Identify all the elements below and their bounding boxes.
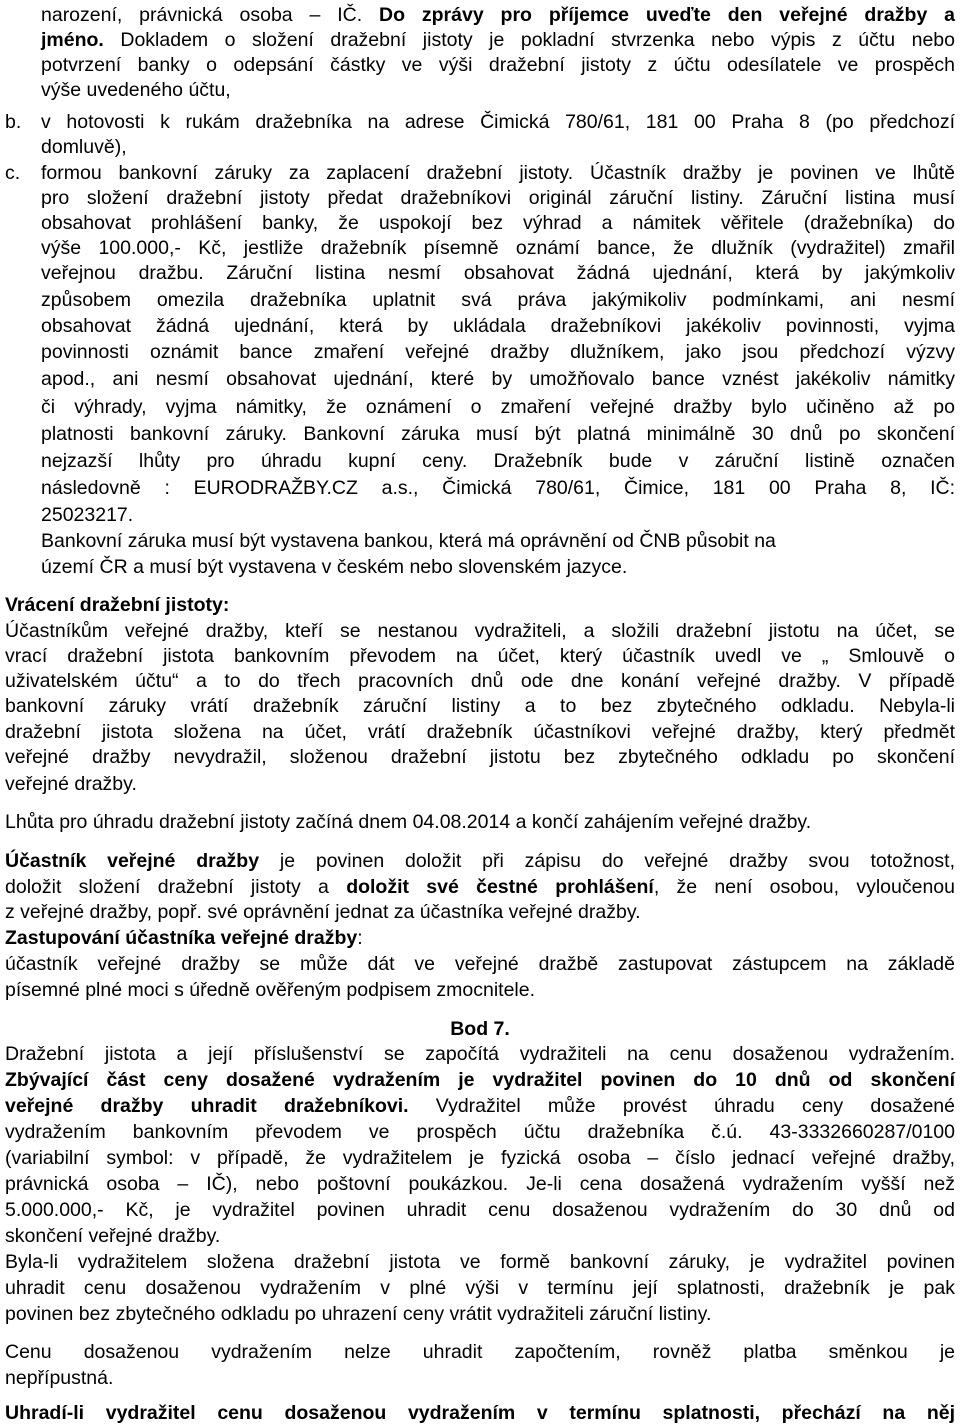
ucastnik-line-3: z veřejné dražby, popř. své oprávnění jednat za účastníka veřejné dražby. — [5, 901, 641, 923]
zastupovani-line-1: účastník veřejné dražby se může dát ve veřejné dražbě zastupovat zástupcem na základě — [5, 953, 955, 975]
item-a-line-1 — [41, 3, 955, 28]
bod7-p2-line-5: právnická osoba – IČ), nebo poštovní poukázkou. Je-li cena dosažená vydražením vyšší než — [5, 1173, 955, 1195]
zastupovani-line-2: písemné plné moci s úředně ověřeným podpisem zmocnitele. — [5, 979, 536, 1001]
bod7-text: Vydražitel může provést úhradu ceny dosažené — [408, 1095, 955, 1117]
item-c-line-1: formou bankovní záruky za zaplacení dražební jistoty. Účastník dražby je povinen ve lhůtě — [41, 162, 955, 184]
item-c-line-16: území ČR a musí být vystavena v českém nebo slovenském jazyce. — [41, 556, 628, 578]
ucastnik-line-2 — [5, 875, 955, 900]
bod7-p2-line-7: skončení veřejné dražby. — [5, 1225, 221, 1247]
item-c-line-13: následovně : EURODRAŽBY.CZ a.s., Čimická 780/61, Čimice, 181 00 Praha 8, IČ: — [41, 477, 955, 499]
item-c-line-8: povinnosti oznámit bance zmaření veřejné dražby dlužníkem, jako jsou předchozí výzvy — [41, 341, 955, 363]
item-c-line-11: platnosti bankovní záruky. Bankovní záruka musí být platná minimálně 30 dnů po skončení — [41, 423, 955, 445]
zastupovani-heading-colon: : — [357, 927, 363, 949]
item-a-bold-text: jméno. — [41, 29, 104, 51]
ucastnik-text: je povinen doložit při zápisu do veřejné dražby svou totožnost, — [259, 850, 955, 872]
item-c-line-10: či výhrady, vyjma námitky, že oznámení o zmaření veřejné dražby bylo učiněno až po — [41, 396, 955, 418]
ucastnik-text: , že není osobou, vyloučenou — [653, 876, 955, 898]
bod7-p2-line-1 — [5, 1068, 955, 1093]
item-c-line-14: 25023217. — [41, 504, 134, 526]
ucastnik-bold-text: doložit své čestné prohlášení — [346, 876, 654, 898]
vraceni-line-3: uživatelském účtu“ a to do třech pracovních dnů ode dne konání veřejné dražby. V případě — [5, 670, 955, 692]
vraceni-line-7: veřejné dražby. — [5, 773, 137, 795]
ucastnik-bold-text: Účastník veřejné dražby — [5, 850, 260, 872]
item-b-marker: b. — [5, 111, 22, 133]
item-c-line-12: nejzazší lhůty pro úhradu kupní ceny. Dražebník bude v záruční listině označen — [41, 450, 955, 472]
item-c-line-4: výše 100.000,- Kč, jestliže dražebník písemně oznámí bance, že dlužník (vydražitel) zmařil — [41, 237, 955, 259]
bod7-p3-line-3: povinen bez zbytečného odkladu po uhrazení ceny vrátit vydražiteli záruční listiny. — [5, 1303, 712, 1325]
vraceni-heading-text: Vrácení dražební jistoty: — [5, 594, 230, 616]
vraceni-line-2: vrací dražební jistota bankovním převodem na účet, který účastník uvedl ve „ Smlouvě o — [5, 645, 955, 667]
vraceni-line-5: dražební jistota složena na účet, vrátí dražebník účastníkovi veřejné dražby, který předmět — [5, 721, 955, 743]
item-c-line-3: obsahovat prohlášení banky, že uspokojí bez výhrad a námitek věřitele (dražebníka) do — [41, 212, 955, 234]
vraceni-line-1: Účastníkům veřejné dražby, kteří se nestanou vydražiteli, a složili dražební jistotu na účet, se — [5, 620, 955, 642]
item-a-line-3: potvrzení banky o odepsání částky ve výši dražební jistoty z účtu odesílatele ve prospěch — [41, 54, 955, 76]
bod7-heading-text: Bod 7. — [450, 1018, 510, 1040]
item-a-line-4: výše uvedeného účtu, — [41, 79, 231, 101]
item-b-line-1: v hotovosti k rukám dražebníka na adrese Čimická 780/61, 181 00 Praha 8 (po předchozí — [41, 111, 955, 133]
bod7-p4-line-2: nepřípustná. — [5, 1367, 114, 1389]
bod7-bold-text: Zbývající část ceny dosažené vydražením je vydražitel povinen do 10 dnů od skončení — [5, 1069, 955, 1091]
ucastnik-line-1 — [5, 849, 955, 874]
item-a-bold-text: Do zprávy pro příjemce uveďte den veřejné dražby a — [379, 4, 955, 26]
bod7-p2-line-2 — [5, 1094, 955, 1119]
item-c-line-7: obsahovat žádná ujednání, která by ukládala dražebníkovi jakékoliv povinnosti, vyjma — [41, 315, 955, 337]
vraceni-heading — [5, 593, 955, 618]
bod7-p4-line-1: Cenu dosaženou vydražením nelze uhradit započtením, rovněž platba směnkou je — [5, 1341, 955, 1363]
item-a-text: Dokladem o složení dražební jistoty je pokladní stvrzenka nebo výpis z účtu nebo — [103, 29, 955, 51]
item-a-text: narození, právnická osoba – IČ. — [41, 4, 380, 26]
bod7-p3-line-2: uhradit cenu dosaženou vydražením v plné výši v termínu její splatnosti, dražebník je pak — [5, 1277, 955, 1299]
lhuta-paragraph: Lhůta pro úhradu dražební jistoty začíná dnem 04.08.2014 a končí zahájením veřejné dražby. — [5, 811, 812, 833]
vraceni-line-4: bankovní záruky vrátí dražebník záruční listiny a to bez zbytečného odkladu. Nebyla-li — [5, 695, 955, 717]
item-a-line-2 — [41, 28, 955, 53]
item-c-line-5: veřejnou dražbu. Záruční listina nesmí obsahovat žádná ujednání, která by jakýmkoliv — [41, 262, 955, 284]
bod7-p2-line-3: vydražením bankovním převodem ve prospěch účtu dražebníka č.ú. 43-3332660287/0100 — [5, 1121, 955, 1143]
bod7-paragraph-1: Dražební jistota a její příslušenství se započítá vydražiteli na cenu dosaženou vydražením. — [5, 1043, 955, 1065]
item-c-line-15: Bankovní záruka musí být vystavena bankou, která má oprávnění od ČNB působit na — [41, 530, 776, 552]
bod7-bold-text: Uhradí-li vydražitel cenu dosaženou vydražením v termínu splatnosti, přechází na něj — [5, 1402, 955, 1424]
bod7-p5-line-1 — [5, 1401, 955, 1426]
bod7-p2-line-4: (variabilní symbol: v případě, že vydražitelem je fyzická osoba – číslo jednací veřejné dražby, — [5, 1147, 955, 1169]
item-c-line-9: apod., ani nesmí obsahovat ujednání, které by umožňovalo bance vznést jakékoliv námitky — [41, 368, 955, 390]
item-c-line-6: způsobem omezila dražebníka uplatnit svá práva jakýmikoliv podmínkami, ani nesmí — [41, 289, 955, 311]
bod7-heading — [5, 1017, 955, 1042]
bod7-p3-line-1: Byla-li vydražitelem složena dražební jistota ve formě bankovní záruky, je vydražitel povinen — [5, 1251, 955, 1273]
vraceni-line-6: veřejné dražby nevydražil, složenou dražební jistotu bez zbytečného odkladu po skončení — [5, 746, 955, 768]
zastupovani-heading-text: Zastupování účastníka veřejné dražby — [5, 927, 358, 949]
item-b-line-2: domluvě), — [41, 136, 127, 158]
ucastnik-text: doložit složení dražební jistoty a — [5, 876, 347, 898]
zastupovani-heading — [5, 926, 955, 951]
item-c-marker: c. — [5, 162, 21, 184]
item-c-line-2: pro složení dražební jistoty předat dražebníkovi originál záruční listiny. Záruční listina musí — [41, 187, 955, 209]
bod7-bold-text: veřejné dražby uhradit dražebníkovi. — [5, 1095, 409, 1117]
bod7-p2-line-6: 5.000.000,- Kč, je vydražitel povinen uhradit cenu dosaženou vydražením do 30 dnů od — [5, 1199, 955, 1221]
